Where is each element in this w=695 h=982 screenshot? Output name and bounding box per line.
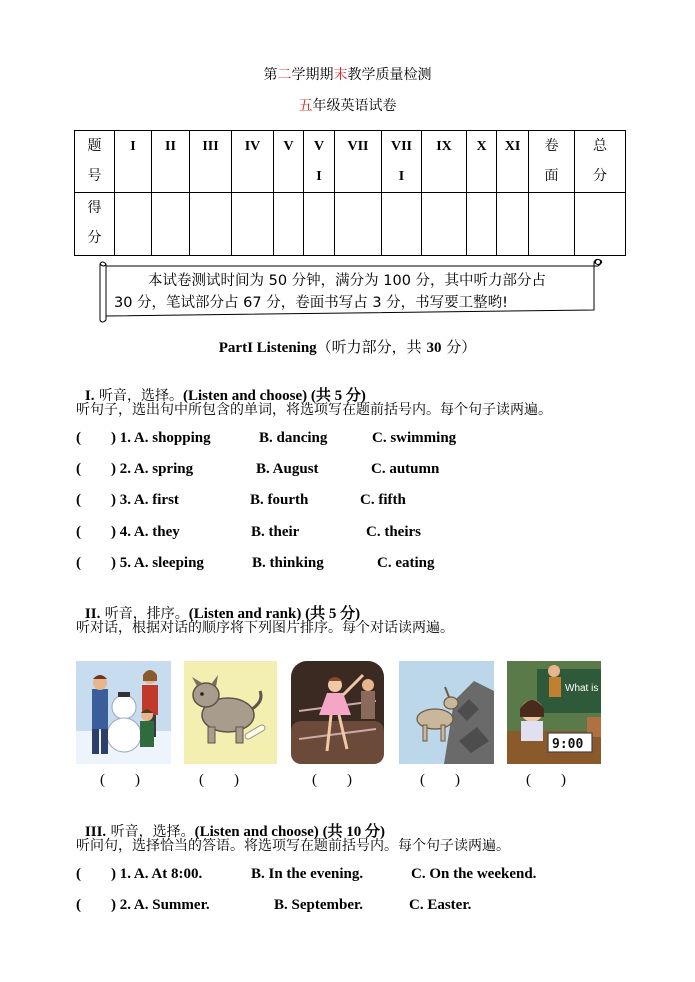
option-b: B. their <box>251 524 300 540</box>
score-label-cell <box>75 193 115 256</box>
section-title-en: (Listen and rank) <box>188 606 306 622</box>
board-text: What is <box>565 683 599 694</box>
section-score: (共 5 分) <box>310 388 366 404</box>
col-header <box>529 131 575 193</box>
col-header <box>335 131 382 193</box>
header-label-cell <box>75 131 115 193</box>
part1-title-en: PartI Listening <box>218 340 317 356</box>
section-title-cn: 听音，选择。 <box>106 824 195 840</box>
col-header <box>152 131 190 193</box>
col-header <box>304 131 335 193</box>
option-c: C. eating <box>377 555 435 571</box>
question-1-3: ( ) 3. A. first <box>76 492 179 508</box>
subtitle-grade: 五 <box>298 98 313 114</box>
col-header <box>575 131 626 193</box>
picture-goat-rocks <box>399 661 494 764</box>
score-cell[interactable] <box>575 193 626 256</box>
score-cell[interactable] <box>335 193 382 256</box>
section-2-instructions: 听对话，根据对话的顺序将下列图片排序。每个对话读两遍。 <box>76 620 454 636</box>
part1-heading <box>0 336 695 357</box>
part1-title-end: 分） <box>441 338 477 356</box>
col-label: 分 <box>593 169 607 184</box>
option-c: C. On the weekend. <box>411 866 537 882</box>
col-label: 面 <box>544 169 559 184</box>
exam-subtitle <box>0 95 695 115</box>
label-char: 分 <box>87 231 102 246</box>
note-line-2: 30 分，笔试部分占 67 分，卷面书写占 3 分，书写要工整哟! <box>114 295 508 311</box>
section-score: (共 5 分) <box>305 606 361 622</box>
section-title-en: (Listen and choose) <box>182 388 311 404</box>
rank-blank-1[interactable]: ( ) <box>100 772 140 788</box>
score-cell[interactable] <box>529 193 575 256</box>
option-c: C. Easter. <box>409 897 472 913</box>
rank-blank-3[interactable]: ( ) <box>312 772 352 788</box>
option-c: C. swimming <box>372 430 457 446</box>
question-1-5: ( ) 5. A. sleeping <box>76 555 204 571</box>
col-label: I <box>398 169 405 184</box>
exam-title <box>0 64 695 84</box>
col-header <box>115 131 152 193</box>
question-3-2: ( ) 2. A. Summer. <box>76 897 210 913</box>
title-part-red: 二 <box>277 67 292 83</box>
section-title-en: (Listen and choose) <box>194 824 323 840</box>
col-label: VII <box>347 139 369 154</box>
section-number: I. <box>84 388 95 404</box>
col-label: III <box>202 139 219 154</box>
score-cell[interactable] <box>274 193 304 256</box>
score-cell[interactable] <box>115 193 152 256</box>
col-label: V <box>313 139 325 154</box>
label-char: 题 <box>87 139 102 154</box>
col-header <box>232 131 274 193</box>
col-label: IV <box>244 139 261 154</box>
picture-ballet-dancer <box>291 661 384 764</box>
col-label: 总 <box>593 139 607 154</box>
col-header <box>190 131 232 193</box>
option-b: B. August <box>256 461 319 477</box>
score-cell[interactable] <box>190 193 232 256</box>
title-part: 教学质量检测 <box>347 67 432 83</box>
col-header <box>422 131 467 193</box>
score-cell[interactable] <box>497 193 529 256</box>
score-cell[interactable] <box>232 193 274 256</box>
subtitle-text: 年级英语试卷 <box>312 98 397 114</box>
score-table <box>74 130 626 256</box>
col-label: 卷 <box>544 139 559 154</box>
option-b: B. thinking <box>252 555 324 571</box>
score-cell[interactable] <box>422 193 467 256</box>
col-header <box>497 131 529 193</box>
question-1-2: ( ) 2. A. spring <box>76 461 194 477</box>
title-part-red: 末 <box>333 67 348 83</box>
option-b: B. In the evening. <box>251 866 364 882</box>
option-b: B. fourth <box>250 492 309 508</box>
section-score: (共 10 分) <box>322 824 386 840</box>
col-label: V <box>283 139 294 154</box>
col-label: II <box>165 139 176 154</box>
clock-time: 9:00 <box>552 737 584 752</box>
score-cell[interactable] <box>467 193 497 256</box>
section-number: III. <box>84 824 107 840</box>
col-header <box>467 131 497 193</box>
section-title-cn: 听音，排序。 <box>100 606 189 622</box>
col-header <box>382 131 422 193</box>
col-label: VII <box>390 139 412 154</box>
part1-title-cn: （听力部分，共 <box>316 338 427 356</box>
score-cell[interactable] <box>304 193 335 256</box>
section-number: II. <box>84 606 101 622</box>
col-label: X <box>476 139 487 154</box>
rank-blank-2[interactable]: ( ) <box>199 772 239 788</box>
section-1-instructions: 听句子，选出句中所包含的单词，将选项写在题前括号内。每个句子读两遍。 <box>76 402 552 418</box>
col-header <box>274 131 304 193</box>
rank-blank-4[interactable]: ( ) <box>420 772 460 788</box>
option-c: C. autumn <box>371 461 440 477</box>
col-label: I <box>316 169 322 184</box>
question-1-1: ( ) 1. A. shopping <box>76 430 211 446</box>
picture-dog-bone <box>184 661 277 764</box>
part1-score: 30 <box>426 340 442 356</box>
question-3-1: ( ) 1. A. At 8:00. <box>76 866 203 882</box>
exam-note <box>114 270 594 314</box>
option-b: B. September. <box>274 897 364 913</box>
picture-snowman-family <box>76 661 171 764</box>
question-1-4: ( ) 4. A. they <box>76 524 180 540</box>
section-title-cn: 听音，选择。 <box>94 388 183 404</box>
label-char: 得 <box>87 201 102 216</box>
col-label: I <box>130 139 136 154</box>
option-c: C. theirs <box>366 524 421 540</box>
section-3-instructions: 听问句，选择恰当的答语。将选项写在题前括号内。每个句子读两遍。 <box>76 838 510 854</box>
option-c: C. fifth <box>360 492 406 508</box>
label-char: 号 <box>87 169 102 184</box>
picture-classroom-clock <box>507 661 601 764</box>
title-part: 第 <box>263 67 278 83</box>
col-label: IX <box>436 139 452 154</box>
score-cell[interactable] <box>152 193 190 256</box>
col-label: XI <box>504 139 521 154</box>
note-line-1: 本试卷测试时间为 50 分钟，满分为 100 分，其中听力部分占 <box>148 273 547 289</box>
title-part: 学期期 <box>291 67 334 83</box>
score-cell[interactable] <box>382 193 422 256</box>
option-b: B. dancing <box>259 430 328 446</box>
rank-blank-5[interactable]: ( ) <box>526 772 566 788</box>
